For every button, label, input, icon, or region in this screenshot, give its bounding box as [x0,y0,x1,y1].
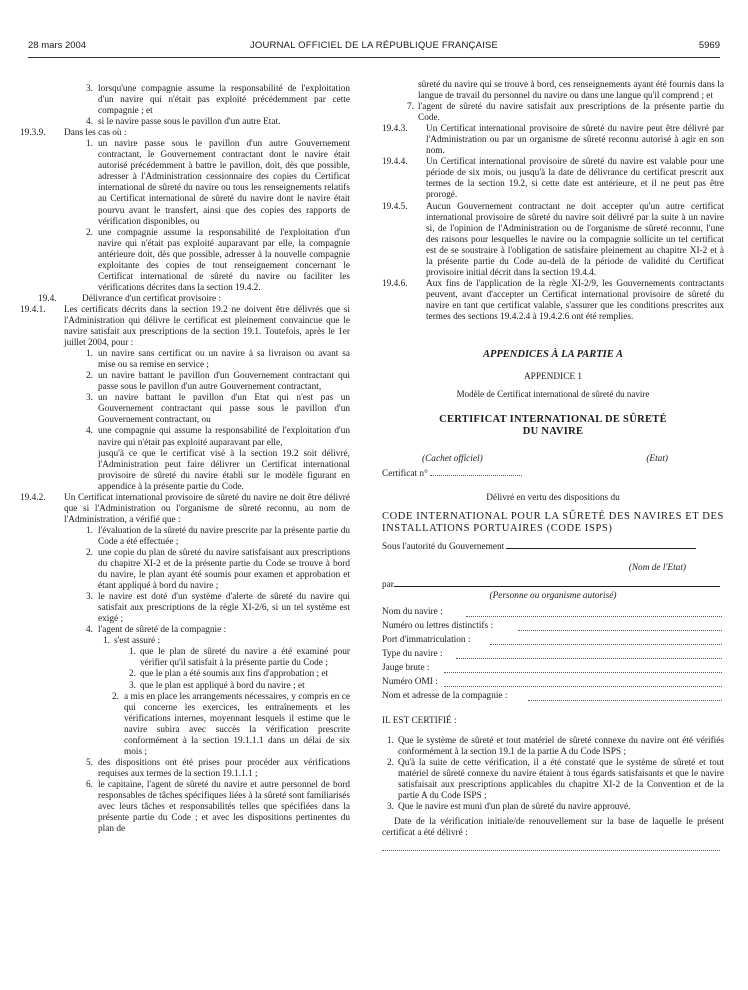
state-name-caption: (Nom de l'Etat) [628,562,686,573]
section-19-4-2-item-6: 6. le capitaine, l'agent de sûreté du navire et autre personnel de bord responsables de tâches spécifiques liées à la sûreté sont familiarisés avec leurs tâches et responsabilités telles que spécifiées dans la présente partie du Code ; et avec les dispositions pertinentes du plan de [86,779,350,835]
company-name-address-field: Nom et adresse de la compagnie : [382,691,724,705]
section-19-4-2-item-5: 5. des dispositions ont été prises pour procéder aux vérifications requises aux termes de la section 19.1.1.1 ; [86,757,350,779]
certificate-title-line-1: CERTIFICAT INTERNATIONAL DE SÛRETÉ [439,414,667,426]
section-19-3-9-item-1: 1. un navire passe sous le pavillon d'un autre Gouvernement contractant, le Gouvernement contractant dont le navire était autorisé précédemment à battre le pavillon, doit, dès que possible, adresser à l'Administration cessionnaire des copies du Certificat international de sûreté du navire ou tous les renseignements relatifs au Certificat international de sûreté du navire dont le navire était pourvu avant le transfert, ainsi que des copies des rapports de vérification disponibles, ou [86,139,350,227]
left-column [20,84,350,835]
certificate-title-line-2: DU NAVIRE [522,426,584,438]
right-column [382,80,724,851]
section-19-4-2-item-2: 2. une copie du plan de sûreté du navire satisfaisant aux prescriptions du chapitre XI-2 et de la présente partie du Code se trouve à bord du navire, le plan ayant été soumis pour examen et approbation et étant appliqué à bord du navire ; [86,547,350,592]
section-19-4-1-item-4: 4. une compagnie qui assume la responsabilité de l'exploitation d'un navire qui n'était pas exploité auparavant par elle, [86,426,350,448]
appendices-title: APPENDICES À LA PARTIE A [482,349,624,361]
government-authority-field: Sous l'autorité du Gouvernement [382,539,724,553]
section-19-3-9: 19.3.9. Dans les cas où : [20,128,127,139]
section-19-4-1-item-2: 2. un navire battant le pavillon d'un Gouvernement contractant qui passe sous le pavillon d'un autre Gouvernement contractant, [86,371,350,393]
section-19-4-1-item-1: 1. un navire sans certificat ou un navire à sa livraison ou avant sa mise ou sa remise en service ; [86,349,350,371]
header-page-number: 5969 [698,40,720,51]
section-19-4-1-tail: jusqu'à ce que le certificat visé à la section 19.2 soit délivré, l'Administration peut faire délivrer un Certificat international provisoire de sûreté du navire établi sur le modèle figurant en appendice à la présente partie du Code. [98,448,350,492]
gross-tonnage-field: Jauge brute : [382,663,724,677]
ship-details-fields [382,607,724,705]
section-19-4-6: 19.4.6. Aux fins de l'application de la règle XI-2/9, les Gouvernements contractants peuvent, avant d'accepter un Certificat international provisoire de sûreté du navire en tant que certificat valable, s'assurer que les conditions prescrites aux termes des sections 19.4.2.4 à 19.4.2.6 ont été remplies. [382,278,724,322]
certification-item-3: 3. Que le navire est muni d'un plan de sûreté du navire approuvé. [387,802,631,813]
it-is-certified-heading: IL EST CERTIFIÉ : [382,715,457,726]
seal-row [382,454,724,466]
state-label: (Etat) [646,454,668,465]
isps-code-title: CODE INTERNATIONAL POUR LA SÛRETÉ DES NAVIRES ET DES INSTALLATIONS PORTUAIRES (CODE ISPS) [382,511,724,534]
section-19-4: 19.4. Délivrance d'un certificat provisoire : [38,293,222,304]
header-journal-title: JOURNAL OFFICIEL DE LA RÉPUBLIQUE FRANÇAISE [249,40,499,51]
section-19-4-3: 19.4.3. Un Certificat international provisoire de sûreté du navire peut être délivré par l'Administration ou par un organisme de sûreté reconnu autorisé à agir en son nom. [382,124,724,157]
model-caption: Modèle de Certificat international de sûreté du navire [456,389,650,400]
section-19-4-2: 19.4.2. Un Certificat international provisoire de sûreté du navire ne doit être délivré que si l'Administration ou l'organisme de sûreté reconnu, au nom de l'Administration, a vérifié que : [20,492,350,525]
certification-item-2: 2. Qu'à la suite de cette vérification, il a été constaté que le système de sûreté et tout matériel de sûreté connexe du navire étaient à tous égards satisfaisants et que le navire satisfaisait aux prescriptions applicables du chapitre XI-2 de la Convention et de la partie A du Code ISPS ; [387,758,724,802]
authorized-by-field: par [382,577,724,591]
section-19-4-4: 19.4.4. Un Certificat international provisoire de sûreté du navire est valable pour une période de six mois, ou jusqu'à la date de délivrance du certificat prescrit aux termes de la section 19.2, si cette date est antérieure, et il ne peut pas être prorogé. [382,157,724,201]
port-of-registry-field: Port d'immatriculation : [382,635,724,649]
imo-number-field: Numéro OMI : [382,677,724,691]
section-19-4-2-4-1-2: 2. que le plan a été soumis aux fins d'approbation ; et [129,669,329,680]
section-19-4-2-item-4: 4. l'agent de sûreté de la compagnie : [86,625,227,636]
header-date: 28 mars 2004 [28,40,87,51]
certificate-number-field: Certificat n° [382,467,724,480]
item-3: 3. lorsqu'une compagnie assume la responsabilité de l'exploitation d'un navire qui n'était pas exploité précédemment par cette compagnie ; et [86,84,350,117]
section-19-4-2-item-1: 1. l'évaluation de la sûreté du navire prescrite par la présente partie du Code a été effectuée ; [86,525,350,547]
section-19-4-2-4-1-3: 3. que le plan est appliqué à bord du navire ; et [129,680,305,691]
verification-date-paragraph: Date de la vérification initiale/de renouvellement sur la base de laquelle le présent certificat a été délivré : [382,817,724,839]
appendix-heading: APPENDICE 1 [523,372,583,383]
header-rule [28,57,720,58]
section-19-4-1-item-3: 3. un navire battant le pavillon d'un Etat qui n'est pas un Gouvernement contractant qui passe sous le pavillon d'un Gouvernement contractant, ou [86,393,350,426]
item-4: 4. si le navire passe sous le pavillon d'un autre Etat. [86,117,281,128]
issued-under-caption: Délivré en vertu des dispositions du [486,493,620,504]
section-19-4-2-4-1: 1. s'est assuré : [103,636,161,647]
section-19-4-2-4-1-1: 1. que le plan de sûreté du navire a été examiné pour vérifier qu'il satisfait à la présente partie du Code ; [129,647,350,669]
section-19-4-5: 19.4.5. Aucun Gouvernement contractant ne doit accepter qu'un autre certificat international provisoire de sûreté du navire soit délivré par la suite à un navire si, de l'opinion de l'Administration ou de l'organisme de sûreté reconnu, l'une des raisons pour lesquelles le navire ou la compagnie sollicite un tel certificat est de se soustraire à l'obligation de satisfaire pleinement au chapitre XI-2 et à la présente partie du Code au-delà de la période de validité du Certificat provisoire initial décrit dans la section 19.4.4. [382,201,724,278]
ship-type-field: Type du navire : [382,649,724,663]
section-19-4-2-item-7: 7. l'agent de sûreté du navire satisfait aux prescriptions de la présente partie du Code. [407,102,724,124]
section-19-4-1: 19.4.1. Les certificats décrits dans la section 19.2 ne doivent être délivrés que si l'Administration qui délivre le certificat est pleinement convaincue que le navire satisfait aux prescriptions de la section 19.1. Toutefois, après le 1er juillet 2004, pour : [20,304,350,349]
page-header [28,40,720,54]
certification-item-1: 1. Que le système de sûreté et tout matériel de sûreté connexe du navire ont été vérifiés conformément à la section 19.1 de la partie A du Code ISPS ; [387,736,724,758]
verification-date-line [382,840,720,851]
section-19-4-2-item-6-continued: sûreté du navire qui se trouve à bord, ces renseignements ayant été fournis dans la langue de travail du personnel du navire ou dans une langue qu'il comprend ; et [418,80,724,102]
ship-name-field: Nom du navire : [382,607,724,621]
distinctive-number-field: Numéro ou lettres distinctifs : [382,621,724,635]
official-seal-label: (Cachet officiel) [422,454,483,465]
section-19-4-2-4-2: 2. a mis en place les arrangements nécessaires, y compris en ce qui concerne les exercices, les entraînements et les vérifications internes, moyennant lesquels il estime que le navire subira avec succès la vérification prescrite conformément à la section 19.1.1.1 dans un délai de six mois ; [112,691,350,757]
section-19-4-2-item-3: 3. le navire est doté d'un système d'alerte de sûreté du navire qui satisfait aux prescriptions de la règle XI-2/6, si un tel système est exigé ; [86,592,350,625]
section-19-3-9-item-2: 2. une compagnie assume la responsabilité de l'exploitation d'un navire qui n'était pas exploité auparavant par elle, la compagnie antérieure doit, dès que possible, adresser à la nouvelle compagnie exploitante des copies de tout renseignement concernant le Certificat international de sûreté du navire ou faciliter les vérifications décrites dans la section 19.4.2. [86,227,350,293]
authorized-person-caption: (Personne ou organisme autorisé) [489,590,617,601]
